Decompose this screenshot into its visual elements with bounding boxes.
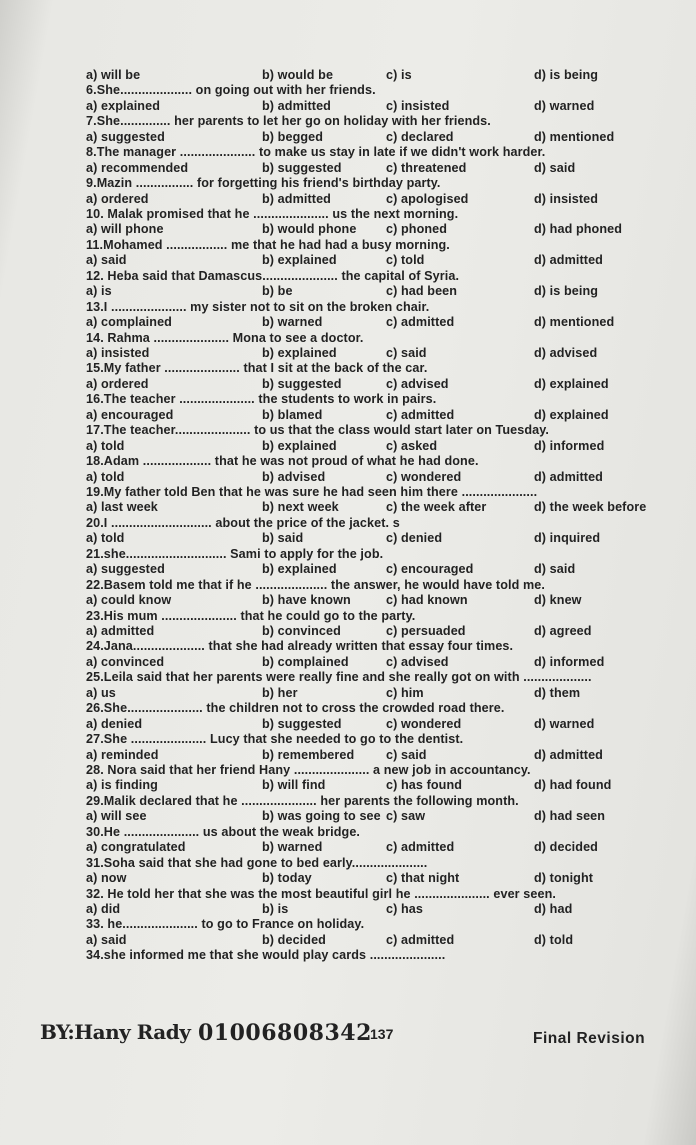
- option-a: a) could know: [86, 593, 172, 608]
- option-d: d) is being: [534, 284, 599, 299]
- option-c: c) declared: [386, 129, 454, 144]
- answer-options: [86, 192, 676, 207]
- option-d: d) warned: [534, 716, 595, 731]
- option-a: a) suggested: [86, 129, 165, 144]
- option-b: b) decided: [262, 932, 326, 947]
- option-b: b) explained: [262, 346, 337, 361]
- question-stem: 29.Malik declared that he ..................... her parents the following month.: [86, 793, 519, 808]
- option-c: c) wondered: [386, 716, 462, 731]
- option-b: b) said: [262, 531, 304, 546]
- option-c: c) told: [386, 253, 425, 268]
- option-c: c) advised: [386, 654, 449, 669]
- option-a: a) last week: [86, 500, 158, 515]
- answer-options: [86, 902, 676, 917]
- option-a: a) is finding: [86, 778, 158, 793]
- option-a: a) will be: [86, 68, 141, 82]
- option-c: c) phoned: [386, 222, 448, 237]
- answer-options: [86, 655, 676, 670]
- option-c: c) insisted: [386, 98, 450, 113]
- option-c: c) admitted: [386, 407, 455, 422]
- question-stem: 19.My father told Ben that he was sure he had seen him there .....................: [86, 485, 538, 500]
- option-a: a) us: [86, 685, 116, 700]
- question-stem: 9.Mazin ................ for forgetting his friend's birthday party.: [86, 176, 441, 191]
- option-d: d) told: [534, 932, 574, 947]
- question-stem: 12. Heba said that Damascus..................... the capital of Syria.: [86, 268, 460, 283]
- option-b: b) today: [262, 871, 312, 886]
- option-c: c) him: [386, 685, 424, 700]
- option-a: a) ordered: [86, 376, 149, 391]
- question-stem: 34.she informed me that she would play cards .....................: [86, 948, 446, 963]
- option-c: c) asked: [386, 438, 438, 453]
- option-d: d) warned: [534, 98, 595, 113]
- option-a: a) reminded: [86, 747, 159, 762]
- answer-options: [86, 377, 676, 392]
- question-stem: 30.He ..................... us about the weak bridge.: [86, 824, 361, 839]
- option-a: a) said: [86, 253, 127, 268]
- answer-options: [86, 99, 676, 114]
- option-b: b) convinced: [262, 624, 341, 639]
- answer-options: [86, 809, 676, 824]
- option-c: c) persuaded: [386, 624, 466, 639]
- question-stem: 20.I ............................ about the price of the jacket. s: [86, 515, 400, 530]
- option-a: a) complained: [86, 315, 172, 330]
- section-title: Final Revision: [533, 1030, 646, 1047]
- answer-options: [86, 222, 676, 237]
- question-stem: 28. Nora said that her friend Hany ..................... a new job in accountancy.: [86, 763, 531, 778]
- option-c: c) admitted: [386, 840, 455, 855]
- option-d: d) is being: [534, 68, 599, 82]
- question-stem: 18.Adam ................... that he was not proud of what he had done.: [86, 454, 479, 469]
- option-b: b) her: [262, 685, 298, 700]
- option-b: b) explained: [262, 253, 337, 268]
- option-b: b) will find: [262, 778, 326, 793]
- option-c: c) saw: [386, 809, 426, 824]
- answer-options: [86, 778, 676, 793]
- option-b: b) admitted: [262, 191, 331, 206]
- option-a: a) insisted: [86, 346, 150, 361]
- answer-options: [86, 562, 676, 577]
- option-c: c) is: [386, 68, 412, 82]
- answer-options: [86, 500, 676, 515]
- option-a: a) will see: [86, 809, 147, 824]
- option-c: c) said: [386, 346, 427, 361]
- option-d: d) informed: [534, 654, 605, 669]
- question-stem: 25.Leila said that her parents were really fine and she really got on with ...................: [86, 670, 592, 685]
- option-b: b) was going to see: [262, 809, 381, 824]
- option-c: c) has found: [386, 778, 463, 793]
- answer-options: [86, 624, 676, 639]
- option-d: d) the week before: [534, 500, 647, 515]
- answer-options: [86, 130, 676, 145]
- option-d: d) inquired: [534, 531, 601, 546]
- answer-options: [86, 161, 676, 176]
- question-stem: 6.She.................... on going out with her friends.: [86, 83, 376, 98]
- option-d: d) had seen: [534, 809, 606, 824]
- answer-options: [86, 470, 676, 485]
- option-d: d) admitted: [534, 469, 603, 484]
- answer-options: [86, 748, 676, 763]
- option-a: a) explained: [86, 98, 160, 113]
- option-c: c) apologised: [386, 191, 469, 206]
- question-stem: 22.Basem told me that if he .................... the answer, he would have told me.: [86, 577, 545, 592]
- option-a: a) told: [86, 469, 125, 484]
- answer-options: [86, 933, 676, 948]
- option-b: b) explained: [262, 438, 337, 453]
- option-b: b) warned: [262, 840, 323, 855]
- option-d: d) had: [534, 902, 573, 917]
- option-a: a) told: [86, 531, 125, 546]
- question-stem: 31.Soha said that she had gone to bed early.....................: [86, 855, 428, 870]
- option-b: b) begged: [262, 129, 324, 144]
- option-b: b) suggested: [262, 160, 342, 175]
- option-a: a) will phone: [86, 222, 164, 237]
- option-b: b) would be: [262, 68, 334, 82]
- option-b: b) complained: [262, 654, 349, 669]
- question-stem: 17.The teacher..................... to us that the class would start later on Tuesday.: [86, 423, 550, 438]
- option-c: c) admitted: [386, 315, 455, 330]
- option-d: d) had phoned: [534, 222, 623, 237]
- option-d: d) them: [534, 685, 581, 700]
- option-a: a) congratulated: [86, 840, 186, 855]
- option-b: b) remembered: [262, 747, 355, 762]
- question-stem: 33. he..................... to go to France on holiday.: [86, 917, 365, 932]
- answer-options: [86, 439, 676, 454]
- answer-options: [86, 408, 676, 423]
- question-stem: 26.She..................... the children not to cross the crowded road there.: [86, 701, 505, 716]
- option-b: b) admitted: [262, 98, 331, 113]
- option-a: a) suggested: [86, 562, 165, 577]
- option-c: c) the week after: [386, 500, 487, 515]
- option-d: d) insisted: [534, 191, 599, 206]
- option-a: a) now: [86, 871, 127, 886]
- option-d: d) mentioned: [534, 129, 615, 144]
- worksheet: [86, 68, 676, 964]
- option-c: c) threatened: [386, 160, 467, 175]
- answer-options: [86, 686, 676, 701]
- option-d: d) agreed: [534, 624, 592, 639]
- question-stem: 27.She ..................... Lucy that she needed to go to the dentist.: [86, 732, 464, 747]
- answer-options: [86, 346, 676, 361]
- option-d: d) had found: [534, 778, 612, 793]
- answer-options: [86, 253, 676, 268]
- option-d: d) knew: [534, 593, 582, 608]
- question-stem: 23.His mum ..................... that he could go to the party.: [86, 608, 416, 623]
- question-stem: 11.Mohamed ................. me that he had had a busy morning.: [86, 237, 450, 252]
- answer-options: [86, 284, 676, 299]
- option-c: c) has: [386, 902, 423, 917]
- option-a: a) told: [86, 438, 125, 453]
- option-c: c) had been: [386, 284, 458, 299]
- option-b: b) suggested: [262, 716, 342, 731]
- option-b: b) blamed: [262, 407, 323, 422]
- option-a: a) denied: [86, 716, 143, 731]
- option-a: a) recommended: [86, 160, 189, 175]
- option-c: c) denied: [386, 531, 443, 546]
- author-signature: BY:Hany Rady: [40, 1020, 191, 1044]
- option-d: d) advised: [534, 346, 598, 361]
- option-c: c) said: [386, 747, 427, 762]
- option-b: b) is: [262, 902, 289, 917]
- option-a: a) said: [86, 932, 127, 947]
- option-d: d) explained: [534, 407, 609, 422]
- question-stem: 32. He told her that she was the most beautiful girl he ..................... ever seen.: [86, 886, 556, 901]
- question-stem: 8.The manager ..................... to make us stay in late if we didn't work harder.: [86, 145, 546, 160]
- option-a: a) ordered: [86, 191, 149, 206]
- question-stem: 24.Jana.................... that she had already written that essay four times.: [86, 639, 514, 654]
- option-c: c) advised: [386, 376, 449, 391]
- option-a: a) convinced: [86, 654, 165, 669]
- option-d: d) admitted: [534, 747, 603, 762]
- phone-number: 01006808342: [198, 1020, 372, 1046]
- answer-options: [86, 315, 676, 330]
- question-stem: 15.My father ..................... that I sit at the back of the car.: [86, 361, 428, 376]
- option-d: d) informed: [534, 438, 605, 453]
- option-d: d) said: [534, 160, 576, 175]
- question-stem: 21.she............................ Sami to apply for the job.: [86, 546, 384, 561]
- option-d: d) tonight: [534, 871, 594, 886]
- question-stem: 16.The teacher ..................... the students to work in pairs.: [86, 392, 437, 407]
- option-c: c) that night: [386, 871, 460, 886]
- option-c: c) admitted: [386, 932, 455, 947]
- option-c: c) encouraged: [386, 562, 474, 577]
- question-stem: 7.She.............. her parents to let her go on holiday with her friends.: [86, 114, 491, 129]
- option-d: d) admitted: [534, 253, 603, 268]
- option-b: b) next week: [262, 500, 339, 515]
- option-c: c) wondered: [386, 469, 462, 484]
- question-stem: 14. Rahma ..................... Mona to see a doctor.: [86, 330, 364, 345]
- answer-options: [86, 593, 676, 608]
- question-stem: 10. Malak promised that he ..................... us the next morning.: [86, 207, 459, 221]
- option-d: d) explained: [534, 376, 609, 391]
- option-b: b) have known: [262, 593, 351, 608]
- option-b: b) be: [262, 284, 293, 299]
- option-a: a) is: [86, 284, 112, 299]
- answer-options: [86, 68, 676, 83]
- answer-options: [86, 531, 676, 546]
- option-d: d) said: [534, 562, 576, 577]
- answer-options: [86, 871, 676, 886]
- option-b: b) explained: [262, 562, 337, 577]
- option-b: b) advised: [262, 469, 326, 484]
- option-a: a) did: [86, 902, 121, 917]
- option-c: c) had known: [386, 593, 468, 608]
- option-b: b) would phone: [262, 222, 357, 237]
- option-a: a) admitted: [86, 624, 155, 639]
- option-b: b) suggested: [262, 376, 342, 391]
- option-d: d) decided: [534, 840, 598, 855]
- option-b: b) warned: [262, 315, 323, 330]
- question-stem: 13.I ..................... my sister not to sit on the broken chair.: [86, 299, 430, 314]
- option-a: a) encouraged: [86, 407, 174, 422]
- answer-options: [86, 840, 676, 855]
- page-number: 137: [370, 1026, 394, 1042]
- option-d: d) mentioned: [534, 315, 615, 330]
- page-footer: [40, 1020, 680, 1060]
- answer-options: [86, 717, 676, 732]
